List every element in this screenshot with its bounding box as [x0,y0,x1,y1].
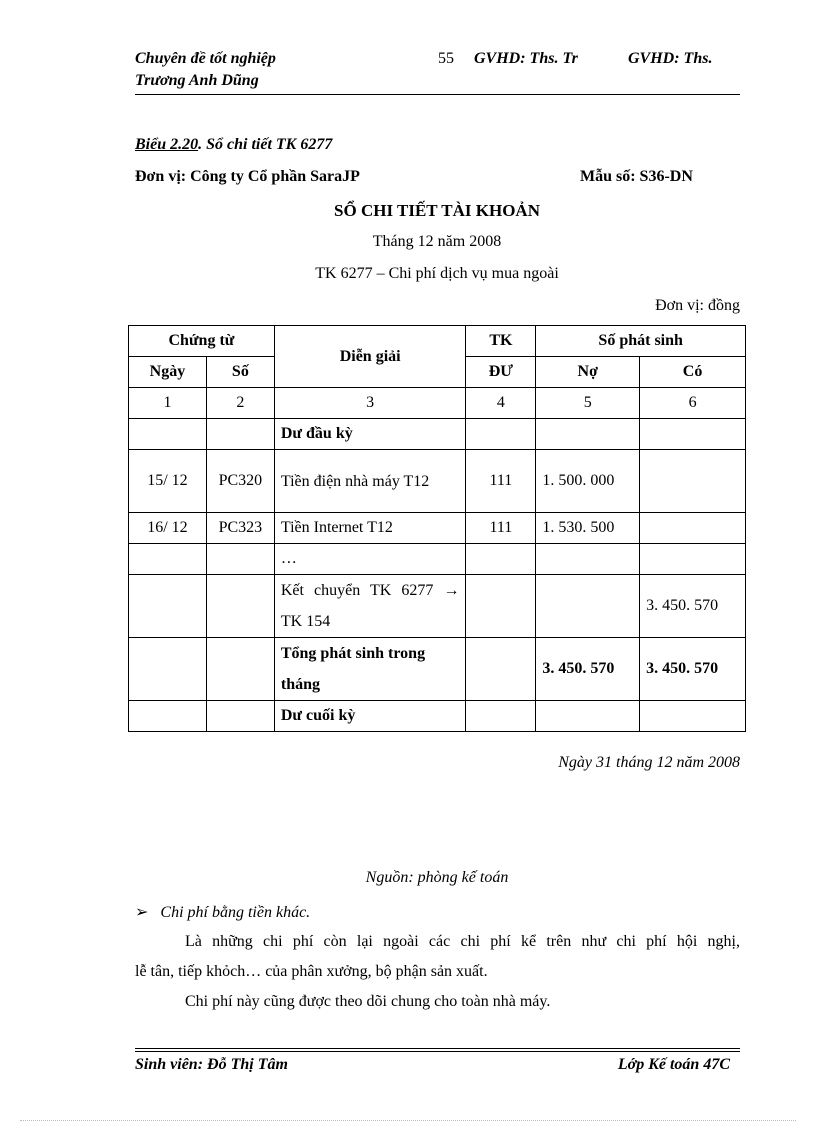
figure-caption-label: Biểu 2.20 [135,136,199,153]
cell-ngay [129,419,207,450]
cell-tk [466,575,536,638]
col-number: 4 [466,388,536,419]
table-row [129,450,746,513]
footer-student: Sinh viên: Đỗ Thị Tâm [135,1056,288,1073]
paragraph-line-2: lễ tân, tiếp khỏch… của phân xưởng, bộ phận sản xuất. [135,963,488,980]
header-rule [135,94,740,95]
cell-co [640,450,746,513]
header-du: ĐƯ [466,357,536,388]
cell-ngay [129,575,207,638]
cell-tk [466,701,536,732]
header-so: Số [206,357,274,388]
table-row [129,419,746,450]
header-tk: TK [466,326,536,357]
paragraph-line-3: Chi phí này cũng được theo dõi chung cho toàn nhà máy. [185,993,551,1010]
cell-so: PC320 [206,450,274,513]
footer-rule-bottom [135,1051,740,1052]
column-number-row [129,388,746,419]
ledger-table [128,325,746,732]
cell-ngay: 16/ 12 [129,513,207,544]
header-author: Trương Anh Dũng [135,72,259,89]
ledger-title: SỔ CHI TIẾT TÀI KHOẢN [334,201,540,220]
unit-name: Đơn vị: Công ty Cổ phần SaraJP [135,168,360,185]
page-edge-divider [20,1120,796,1121]
ledger-period: Tháng 12 năm 2008 [372,233,502,250]
col-number: 5 [536,388,640,419]
header-co: Có [640,357,746,388]
paragraph-line-1: Là những chi phí còn lại ngoài các chi phí kể trên như chi phí hội nghị, [185,933,740,950]
cell-co [640,544,746,575]
cell-so [206,638,274,701]
table-row [129,513,746,544]
header-ngay: Ngày [129,357,207,388]
table-row [129,701,746,732]
cell-so [206,701,274,732]
table-row [129,638,746,701]
header-dien-giai: Diễn giải [274,326,466,388]
cell-dien-giai: … [274,544,466,575]
cell-co [640,419,746,450]
figure-caption-text: . Sổ chi tiết TK 6277 [198,136,333,153]
cell-tk: 111 [466,513,536,544]
cell-tk [466,638,536,701]
table-row [129,544,746,575]
cell-no: 3. 450. 570 [536,638,640,701]
footer-class: Lớp Kế toán 47C [617,1056,730,1073]
cell-tk: 111 [466,450,536,513]
header-advisor-1: GVHD: Ths. Tr [474,50,578,67]
table-row [129,575,746,638]
cell-co [640,701,746,732]
cell-co [640,513,746,544]
cell-so [206,575,274,638]
bullet-arrow-icon: ➢ [135,904,149,921]
cell-co: 3. 450. 570 [640,638,746,701]
form-number: Mẫu số: S36-DN [580,168,693,185]
header-advisor-2: GVHD: Ths. [628,50,713,67]
cell-co: 3. 450. 570 [640,575,746,638]
cell-ngay: 15/ 12 [129,450,207,513]
cell-no [536,544,640,575]
currency-unit: Đơn vị: đồng [655,297,740,314]
cell-ngay [129,638,207,701]
cell-no: 1. 530. 500 [536,513,640,544]
cell-so [206,419,274,450]
cell-ngay [129,701,207,732]
cell-tk [466,544,536,575]
cell-no [536,701,640,732]
bullet-item [135,902,310,922]
cell-dien-giai: Tiền Internet T12 [274,513,466,544]
cell-dien-giai: Dư cuối kỳ [274,701,466,732]
header-no: Nợ [536,357,640,388]
col-number: 3 [274,388,466,419]
cell-dien-giai: Dư đầu kỳ [274,419,466,450]
col-number: 2 [206,388,274,419]
col-number: 1 [129,388,207,419]
cell-no [536,575,640,638]
cell-no: 1. 500. 000 [536,450,640,513]
ledger-account: TK 6277 – Chi phí dịch vụ mua ngoài [315,265,559,282]
cell-so: PC323 [206,513,274,544]
figure-caption [135,136,332,154]
cell-so [206,544,274,575]
cell-dien-giai: Kết chuyển TK 6277 → TK 154 [274,575,466,638]
col-number: 6 [640,388,746,419]
cell-dien-giai: Tổng phát sinh trong tháng [274,638,466,701]
header-chung-tu: Chứng từ [129,326,275,357]
cell-tk [466,419,536,450]
cell-no [536,419,640,450]
page-number: 55 [438,50,454,67]
cell-ngay [129,544,207,575]
source-note: Nguồn: phòng kế toán [365,869,509,886]
cell-dien-giai: Tiền điện nhà máy T12 [274,450,466,513]
header-so-phat-sinh: Số phát sinh [536,326,746,357]
footer-rule-top [135,1048,740,1049]
bullet-text: Chi phí bằng tiền khác. [160,904,311,921]
signature-date: Ngày 31 tháng 12 năm 2008 [558,754,740,771]
header-topic: Chuyên đề tốt nghiệp [135,50,276,67]
